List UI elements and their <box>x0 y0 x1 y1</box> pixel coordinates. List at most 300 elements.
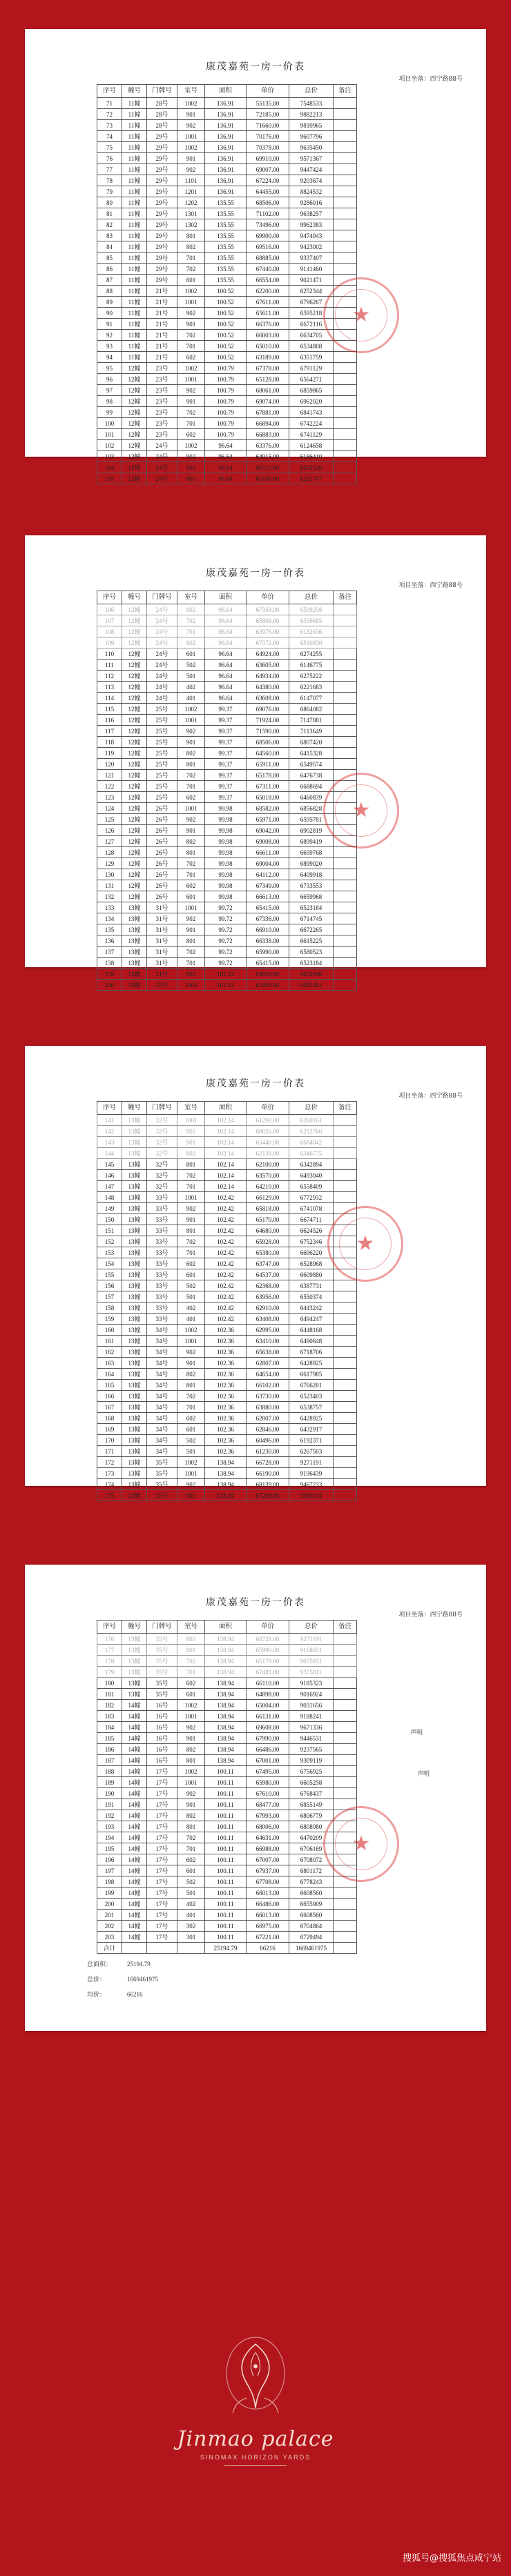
table-cell: 60826.00 <box>247 1126 289 1137</box>
table-cell: 1001 <box>177 1192 205 1203</box>
table-row <box>97 671 357 682</box>
table-cell: 13幢 <box>122 1214 147 1225</box>
table-cell: 6617985 <box>289 1369 334 1380</box>
table-cell: 9474943 <box>289 230 334 241</box>
table-row <box>97 1391 357 1402</box>
table-cell: 13幢 <box>122 1347 147 1358</box>
table-cell: 23号 <box>147 407 177 418</box>
table-row <box>97 935 357 947</box>
table-cell: 100.79 <box>205 363 247 374</box>
table-cell: 156 <box>97 1280 122 1291</box>
table-cell: 144 <box>97 1148 122 1159</box>
column-header: 幢号 <box>122 85 147 98</box>
table-cell: 17号 <box>147 1932 177 1943</box>
table-cell: 67001.00 <box>247 1755 289 1766</box>
table-row <box>97 902 357 913</box>
table-cell: 71660.00 <box>247 120 289 131</box>
table-cell: 100.11 <box>205 1777 247 1788</box>
table-row <box>97 1457 357 1468</box>
table-cell: 901 <box>177 1214 205 1225</box>
table-row <box>97 319 357 330</box>
table-cell: 29号 <box>147 197 177 208</box>
table-cell: 9375811 <box>289 1667 334 1678</box>
table-row <box>97 197 357 208</box>
table-cell: 71102.00 <box>247 208 289 219</box>
table-cell: 80 <box>97 197 122 208</box>
table-row <box>97 1347 357 1358</box>
table-cell: 138.94 <box>205 1667 247 1678</box>
table-cell: 99.98 <box>205 880 247 891</box>
table-cell: 152 <box>97 1236 122 1247</box>
table-cell: 65971.00 <box>247 814 289 825</box>
table-cell: 13幢 <box>122 1159 147 1170</box>
table-row <box>97 1832 357 1843</box>
table-row <box>97 1468 357 1479</box>
table-cell: 96.64 <box>205 473 247 484</box>
table-cell: 138.94 <box>205 1733 247 1744</box>
table-cell: 63410.00 <box>247 1336 289 1347</box>
table-cell: 25号 <box>147 792 177 803</box>
table-cell: 12幢 <box>122 704 147 715</box>
table-cell: 502 <box>177 660 205 671</box>
table-cell: 112 <box>97 671 122 682</box>
table-row <box>97 770 357 781</box>
table-cell: 6609880 <box>289 1269 334 1280</box>
table-cell: 502 <box>177 1876 205 1888</box>
table-cell: 13幢 <box>122 1291 147 1302</box>
column-header: 面积 <box>205 85 247 98</box>
table-cell: 68885.00 <box>247 252 289 264</box>
table-cell: 26号 <box>147 869 177 880</box>
table-cell: 117 <box>97 726 122 737</box>
table-cell: 12幢 <box>122 759 147 770</box>
table-row <box>97 693 357 704</box>
table-cell: 33号 <box>147 1247 177 1258</box>
table-cell: 182 <box>97 1700 122 1711</box>
table-cell: 66102.00 <box>247 1380 289 1391</box>
table-row <box>97 396 357 407</box>
table-cell: 136.91 <box>205 164 247 175</box>
table-cell: 24号 <box>147 682 177 693</box>
table-cell: 72 <box>97 109 122 120</box>
table-cell: 142 <box>97 1126 122 1137</box>
table-row <box>97 98 357 109</box>
table-cell: 184 <box>97 1722 122 1733</box>
table-cell: 162 <box>97 1347 122 1358</box>
table-row <box>97 1733 357 1744</box>
table-row <box>97 1865 357 1876</box>
table-cell: 102.14 <box>205 969 247 980</box>
table-cell: 14幢 <box>122 1832 147 1843</box>
table-cell: 601 <box>177 648 205 660</box>
table-cell <box>334 1678 357 1689</box>
table-cell: 29号 <box>147 186 177 197</box>
table-cell <box>334 1170 357 1181</box>
table-cell: 6899419 <box>289 836 334 847</box>
official-seal <box>327 1206 403 1282</box>
table-cell: 34号 <box>147 1402 177 1413</box>
table-cell: 24号 <box>147 660 177 671</box>
table-cell: 60496.00 <box>247 1435 289 1446</box>
table-cell: 12幢 <box>122 604 147 615</box>
table-cell: 21号 <box>147 319 177 330</box>
column-header: 室号 <box>177 1621 205 1634</box>
price-table <box>97 591 357 991</box>
table-cell: 123 <box>97 792 122 803</box>
column-header: 序号 <box>97 1102 122 1115</box>
table-cell <box>334 1336 357 1347</box>
table-cell: 26号 <box>147 836 177 847</box>
table-cell: 65018.00 <box>247 792 289 803</box>
table-cell: 802 <box>177 748 205 759</box>
table-cell <box>334 924 357 935</box>
table-row <box>97 440 357 451</box>
table-row <box>97 1358 357 1369</box>
table-cell: 14幢 <box>122 1932 147 1943</box>
table-cell: 102.14 <box>205 1181 247 1192</box>
table-cell: 901 <box>177 825 205 836</box>
table-cell: 99.37 <box>205 737 247 748</box>
table-cell: 6523403 <box>289 1391 334 1402</box>
table-cell: 100.52 <box>205 286 247 297</box>
table-cell: 67336.00 <box>247 913 289 924</box>
phoenix-emblem-icon <box>218 2332 293 2421</box>
table-cell: 125 <box>97 814 122 825</box>
table-cell <box>334 407 357 418</box>
table-row <box>97 186 357 197</box>
seal-star-icon: ★ <box>351 303 371 327</box>
table-row <box>97 1435 357 1446</box>
seal-star-icon: ★ <box>351 798 371 822</box>
table-cell <box>334 1479 357 1490</box>
table-cell: 64956.00 <box>247 969 289 980</box>
table-cell: 701 <box>177 1247 205 1258</box>
table-cell: 159 <box>97 1314 122 1325</box>
table-cell: 11幢 <box>122 98 147 109</box>
table-row <box>97 704 357 715</box>
table-cell: 6448168 <box>289 1325 334 1336</box>
table-cell <box>334 748 357 759</box>
table-cell: 149 <box>97 1203 122 1214</box>
table-cell: 12幢 <box>122 440 147 451</box>
table-cell: 12幢 <box>122 726 147 737</box>
table-cell: 34号 <box>147 1380 177 1391</box>
table-row <box>97 1766 357 1777</box>
table-cell: 64654.00 <box>247 1369 289 1380</box>
table-cell: 6855149 <box>289 1799 334 1810</box>
table-cell <box>334 153 357 164</box>
table-cell: 66216 <box>247 1943 289 1954</box>
table-cell: 67990.00 <box>247 1733 289 1744</box>
column-header: 门牌号 <box>147 591 177 604</box>
table-cell <box>334 264 357 275</box>
table-cell: 702 <box>177 1832 205 1843</box>
table-cell: 801 <box>177 1225 205 1236</box>
table-cell <box>334 869 357 880</box>
table-cell: 69910.00 <box>247 153 289 164</box>
table-cell: 6494247 <box>289 1314 334 1325</box>
table-cell: 14幢 <box>122 1899 147 1910</box>
table-cell: 68006.00 <box>247 1821 289 1832</box>
table-cell: 99.98 <box>205 869 247 880</box>
table-cell: 17号 <box>147 1788 177 1799</box>
table-cell: 1002 <box>177 440 205 451</box>
table-cell: 135.55 <box>205 208 247 219</box>
table-cell: 134 <box>97 913 122 924</box>
table-cell: 138.94 <box>205 1468 247 1479</box>
table-row <box>97 781 357 792</box>
table-cell: 6864082 <box>289 704 334 715</box>
column-header: 幢号 <box>122 591 147 604</box>
table-cell: 65440.00 <box>247 1137 289 1148</box>
table-cell: 402 <box>177 1899 205 1910</box>
table-cell: 68061.00 <box>247 385 289 396</box>
table-cell: 63605.00 <box>247 660 289 671</box>
table-cell: 901 <box>177 319 205 330</box>
table-cell: 1002 <box>177 1700 205 1711</box>
table-row <box>97 1722 357 1733</box>
table-cell: 602 <box>177 792 205 803</box>
table-cell <box>334 1181 357 1192</box>
table-cell: 25号 <box>147 704 177 715</box>
table-cell: 63976.00 <box>247 626 289 637</box>
table-cell: 1002 <box>177 1457 205 1468</box>
table-cell: 33号 <box>147 1192 177 1203</box>
table-row <box>97 1777 357 1788</box>
column-header: 幢号 <box>122 1621 147 1634</box>
table-cell: 110 <box>97 648 122 660</box>
table-cell: 13幢 <box>122 1302 147 1314</box>
table-cell: 32号 <box>147 1126 177 1137</box>
table-cell: 6510830 <box>289 637 334 648</box>
table-cell: 96.64 <box>205 440 247 451</box>
table-header-row <box>97 85 357 98</box>
table-cell: 67495.00 <box>247 1766 289 1777</box>
table-cell: 128 <box>97 847 122 858</box>
table-row <box>97 1899 357 1910</box>
table-cell: 13幢 <box>122 1656 147 1667</box>
table-cell: 198 <box>97 1876 122 1888</box>
table-cell: 100.79 <box>205 396 247 407</box>
table-cell: 77 <box>97 164 122 175</box>
table-cell <box>334 1325 357 1336</box>
table-cell: 108 <box>97 626 122 637</box>
table-cell: 6260161 <box>289 1115 334 1126</box>
table-cell <box>334 615 357 626</box>
table-cell: 136.91 <box>205 153 247 164</box>
table-cell: 148 <box>97 1192 122 1203</box>
table-cell: 6252344 <box>289 286 334 297</box>
table-cell: 67311.00 <box>247 781 289 792</box>
table-cell: 201 <box>97 1910 122 1921</box>
table-cell: 14幢 <box>122 1788 147 1799</box>
table-row <box>97 880 357 891</box>
table-cell: 12幢 <box>122 792 147 803</box>
column-header: 备注 <box>334 591 357 604</box>
table-cell <box>334 1137 357 1148</box>
table-row <box>97 1170 357 1181</box>
table-cell: 12幢 <box>122 715 147 726</box>
table-cell: 6655909 <box>289 1899 334 1910</box>
table-cell <box>334 858 357 869</box>
table-cell: 12幢 <box>122 891 147 902</box>
table-cell: 99.72 <box>205 958 247 969</box>
table-cell: 13幢 <box>122 1446 147 1457</box>
table-cell: 12幢 <box>122 418 147 429</box>
table-cell: 23号 <box>147 396 177 407</box>
table-cell: 34号 <box>147 1413 177 1424</box>
table-cell: 99.98 <box>205 847 247 858</box>
table-row <box>97 451 357 462</box>
table-cell: 61230.00 <box>247 1446 289 1457</box>
table-cell: 169 <box>97 1424 122 1435</box>
table-cell: 24号 <box>147 440 177 451</box>
table-cell: 12幢 <box>122 814 147 825</box>
table-cell: 62368.00 <box>247 1280 289 1291</box>
table-cell: 901 <box>177 109 205 120</box>
table-cell <box>122 1943 147 1954</box>
table-cell <box>334 1358 357 1369</box>
table-cell: 12幢 <box>122 429 147 440</box>
table-cell <box>334 1148 357 1159</box>
table-cell: 26号 <box>147 858 177 869</box>
table-cell: 9810965 <box>289 120 334 131</box>
table-cell: 100.11 <box>205 1932 247 1943</box>
table-cell: 135.55 <box>205 264 247 275</box>
table-cell <box>334 1899 357 1910</box>
table-cell: 100.79 <box>205 374 247 385</box>
table-row <box>97 1258 357 1269</box>
table-cell: 100.11 <box>205 1821 247 1832</box>
table-cell: 68506.00 <box>247 737 289 748</box>
table-row <box>97 1656 357 1667</box>
table-cell: 16号 <box>147 1711 177 1722</box>
table-cell: 17号 <box>147 1777 177 1788</box>
column-header: 门牌号 <box>147 1621 177 1634</box>
table-cell: 14幢 <box>122 1810 147 1821</box>
table-cell: 68582.00 <box>247 803 289 814</box>
table-cell: 138.94 <box>205 1490 247 1501</box>
table-cell: 26号 <box>147 814 177 825</box>
table-cell: 99.37 <box>205 748 247 759</box>
table-cell: 135.55 <box>205 252 247 264</box>
table-header-row <box>97 1102 357 1115</box>
table-cell: 103 <box>97 451 122 462</box>
table-row <box>97 1280 357 1291</box>
table-cell: 138.94 <box>205 1678 247 1689</box>
table-cell: 62910.00 <box>247 1302 289 1314</box>
table-cell: 12幢 <box>122 770 147 781</box>
table-cell <box>334 1788 357 1799</box>
column-header: 备注 <box>334 85 357 98</box>
table-cell: 63608.00 <box>247 693 289 704</box>
table-cell: 67708.00 <box>247 1876 289 1888</box>
table-cell: 96 <box>97 374 122 385</box>
table-row <box>97 407 357 418</box>
table-row <box>97 241 357 252</box>
table-cell: 13幢 <box>122 1413 147 1424</box>
table-cell: 17号 <box>147 1854 177 1865</box>
table-cell: 9203674 <box>289 175 334 186</box>
table-row <box>97 1910 357 1921</box>
table-cell: 21号 <box>147 297 177 308</box>
summary-average-price: 均价： 66216 <box>87 1991 143 1998</box>
table-cell: 100.11 <box>205 1810 247 1821</box>
table-cell <box>334 604 357 615</box>
table-cell: 203 <box>97 1932 122 1943</box>
table-cell: 63408.00 <box>247 1314 289 1325</box>
column-header: 序号 <box>97 85 122 98</box>
table-cell: 13幢 <box>122 1115 147 1126</box>
table-cell: 82 <box>97 219 122 230</box>
table-cell: 6741129 <box>289 429 334 440</box>
table-cell: 702 <box>177 858 205 869</box>
table-cell: 63376.00 <box>247 440 289 451</box>
table-row <box>97 980 357 991</box>
table-row <box>97 264 357 275</box>
table-cell: 13幢 <box>122 969 147 980</box>
table-row <box>97 120 357 131</box>
table-cell: 33号 <box>147 1269 177 1280</box>
table-cell: 24号 <box>147 451 177 462</box>
table-cell: 67289.00 <box>247 1490 289 1501</box>
table-cell: 12幢 <box>122 648 147 660</box>
table-cell: 6615225 <box>289 935 334 947</box>
table-cell: 96.64 <box>205 671 247 682</box>
table-cell: 802 <box>177 241 205 252</box>
table-cell: 9467233 <box>289 1479 334 1490</box>
table-cell: 102.36 <box>205 1336 247 1347</box>
table-cell: 12幢 <box>122 737 147 748</box>
table-row <box>97 142 357 153</box>
table-cell: 601 <box>177 1424 205 1435</box>
table-row <box>97 660 357 671</box>
table-cell: 12幢 <box>122 660 147 671</box>
table-cell: 6523184 <box>289 958 334 969</box>
table-cell: 32号 <box>147 1148 177 1159</box>
table-cell: 113 <box>97 682 122 693</box>
table-cell: 136.91 <box>205 120 247 131</box>
column-header: 序号 <box>97 591 122 604</box>
table-cell: 21号 <box>147 308 177 319</box>
table-cell: 701 <box>177 958 205 969</box>
table-cell <box>334 1424 357 1435</box>
table-cell: 13幢 <box>122 1170 147 1181</box>
table-cell: 135.55 <box>205 241 247 252</box>
official-seal <box>323 1806 399 1882</box>
table-cell: 65113.00 <box>247 462 289 473</box>
table-cell: 170 <box>97 1435 122 1446</box>
table-cell: 28号 <box>147 98 177 109</box>
table-cell: 1002 <box>177 1766 205 1777</box>
table-cell: 901 <box>177 737 205 748</box>
table-cell: 199 <box>97 1888 122 1899</box>
table-cell: 102.42 <box>205 1225 247 1236</box>
table-cell: 13幢 <box>122 1192 147 1203</box>
table-cell: 6192371 <box>289 1435 334 1446</box>
table-cell: 9168651 <box>289 1645 334 1656</box>
table-cell <box>334 947 357 958</box>
table-cell: 24号 <box>147 604 177 615</box>
table-cell: 802 <box>177 1634 205 1645</box>
table-cell <box>334 626 357 637</box>
table-cell: 9635450 <box>289 142 334 153</box>
table-cell: 66728.00 <box>247 1457 289 1468</box>
table-cell <box>334 473 357 484</box>
table-cell: 501 <box>177 1291 205 1302</box>
table-cell: 6742224 <box>289 418 334 429</box>
table-cell: 14幢 <box>122 1711 147 1722</box>
